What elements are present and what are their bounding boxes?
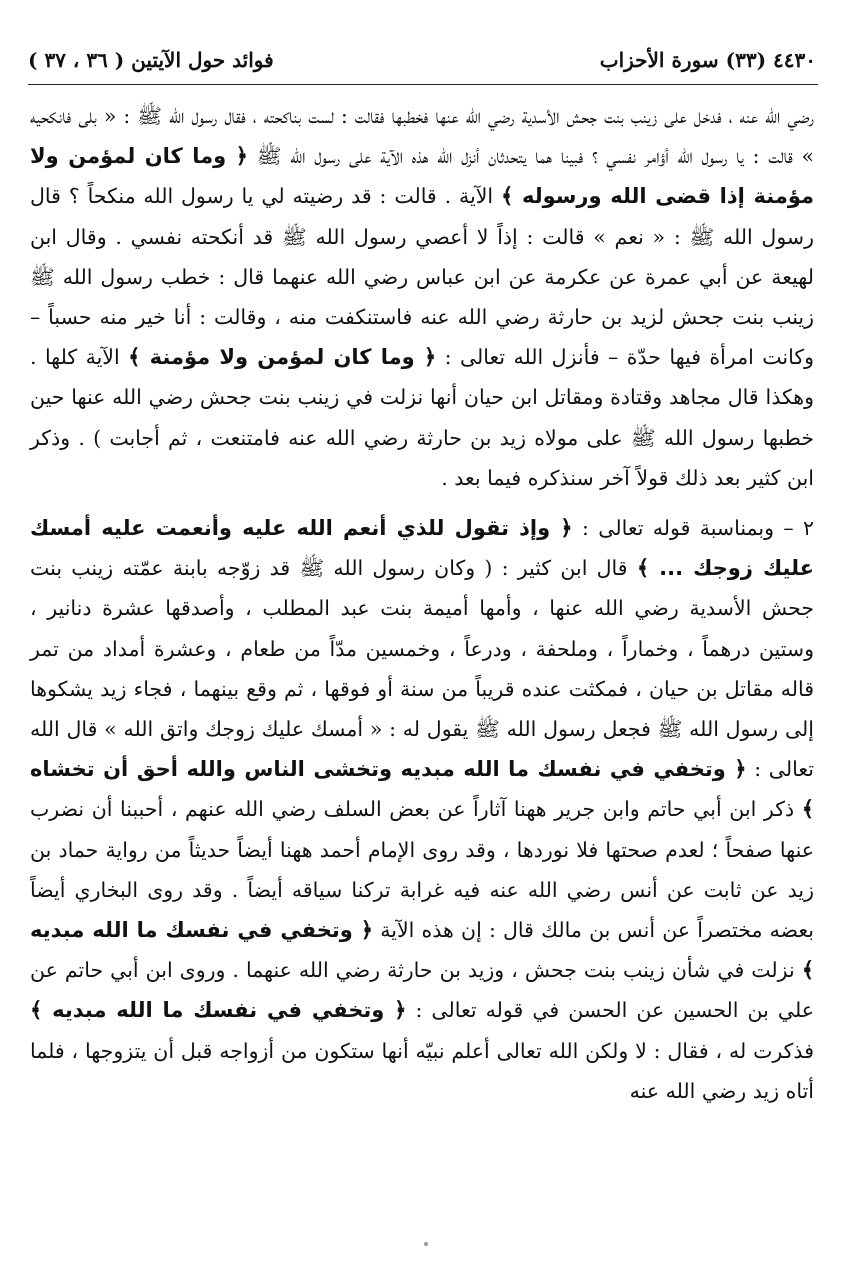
section-title: فوائد حول الآيتين ( ٣٦ ، ٣٧ ) — [28, 48, 274, 72]
text-run: ذكر ابن أبي حاتم وابن جرير ههنا آثاراً عن بعض السلف رضي الله عنهم ، أحببنا أن نضرب عنها صفحاً ؛ لعدم صحتها فلا نوردها ، وقد روى الإمام أحمد ههنا أيضاً حديثاً من رواية حماد بن زيد عن ثابت عن أنس رضي الله عنه فيه غرابة تركنا سياقه أيضاً . وقد روى البخاري أيضاً بعضه مختصراً عن أنس بن مالك قال : إن هذه الآية — [30, 797, 814, 943]
text-run: ٢ – وبمناسبة قوله تعالى : — [572, 516, 814, 541]
quran-quote: ﴿ وما كان لمؤمن ولا مؤمنة إذا قضى الله ورسوله ﴾ — [30, 144, 814, 209]
quran-quote: ﴿ وتخفي في نفسك ما الله مبديه وتخشى الناس والله أحق أن تخشاه ﴾ — [30, 757, 814, 822]
text-run: رضي الله عنه ، فدخل على زينب بنت جحش الأسدية رضي الله عنها فخطبها فقالت : لست بناكحته ، فقال رسول الله ﷺ : « بلى فانكحيه » قالت : يا رسول الله أؤامر نفسي ؟ فبينا هما يتحدثان أنزل الله هذه الآية على رسول الله ﷺ — [30, 104, 815, 169]
page-mark — [424, 1242, 428, 1246]
text-run: فذكرت له ، فقال : لا ولكن الله تعالى أعلم نبيّه أنها ستكون من أزواجه قبل أن يتزوجها ، فلما أتاه زيد رضي الله عنه — [30, 1038, 814, 1103]
quran-quote: ﴿ وتخفي في نفسك ما الله مبديه ﴾ — [30, 918, 814, 983]
quran-quote: ﴿ وما كان لمؤمن ولا مؤمنة ﴾ — [128, 345, 437, 370]
quran-quote: ﴿ وتخفي في نفسك ما الله مبديه ﴾ — [30, 998, 407, 1023]
header-divider — [28, 84, 818, 85]
paragraph-1 — [30, 96, 814, 498]
paragraph-2 — [30, 508, 814, 1111]
paragraph-gap — [30, 498, 814, 508]
quran-quote: ﴿ وإذ تقول للذي أنعم الله عليه وأنعمت عليه أمسك عليك زوجك ... ﴾ — [30, 516, 814, 581]
body-text — [30, 96, 814, 1111]
text-run: نزلت في شأن زينب بنت جحش ، وزيد بن حارثة رضي الله عنهما . وروى ابن أبي حاتم عن علي بن الحسين عن الحسن في قوله تعالى : — [30, 958, 814, 1023]
text-run: الآية كلها . وهكذا قال مجاهد وقتادة ومقاتل ابن حيان أنها نزلت في زينب بنت جحش رضي الله عنها حين خطبها رسول الله ﷺ على مولاه زيد بن حارثة رضي الله عنه فامتنعت ، ثم أجابت ) . وذكر ابن كثير بعد ذلك قولاً آخر سنذكره فيما بعد . — [30, 345, 814, 490]
page-number-surah: ٤٤٣٠ (٣٣) سورة الأحزاب — [599, 48, 816, 72]
page-header — [28, 40, 816, 80]
text-run: قال ابن كثير : ( وكان رسول الله ﷺ قد زوّجه بابنة عمّته زينب بنت جحش الأسدية رضي الله عنها ، وأمها أميمة بنت عبد المطلب ، وأصدقها عشرة دنانير ، وستين درهماً ، وخماراً ، وملحفة ، ودرعاً ، وخمسين مدّاً من طعام ، وعشرة أمداد من تمر قاله مقاتل بن حيان ، فمكثت عنده قريباً من سنة أو فوقها ، ثم وقع بينهما ، فجاء زيد يشكوها إلى رسول الله ﷺ فجعل رسول الله ﷺ يقول له : « أمسك عليك زوجك واتق الله » قال الله تعالى : — [30, 556, 814, 782]
text-run: الآية . قالت : قد رضيته لي يا رسول الله منكحاً ؟ قال رسول الله ﷺ : « نعم » قالت : إذاً لا أعصي رسول الله ﷺ قد أنكحته نفسي . وقال ابن لهيعة عن أبي عمرة عن عكرمة عن ابن عباس رضي الله عنهما قال : خطب رسول الله ﷺ زينب بنت جحش لزيد بن حارثة رضي الله عنه فاستنكفت منه ، وقالت : أنا خير منه حسباً – وكانت امرأة فيها حدّة – فأنزل الله تعالى : — [30, 184, 815, 370]
